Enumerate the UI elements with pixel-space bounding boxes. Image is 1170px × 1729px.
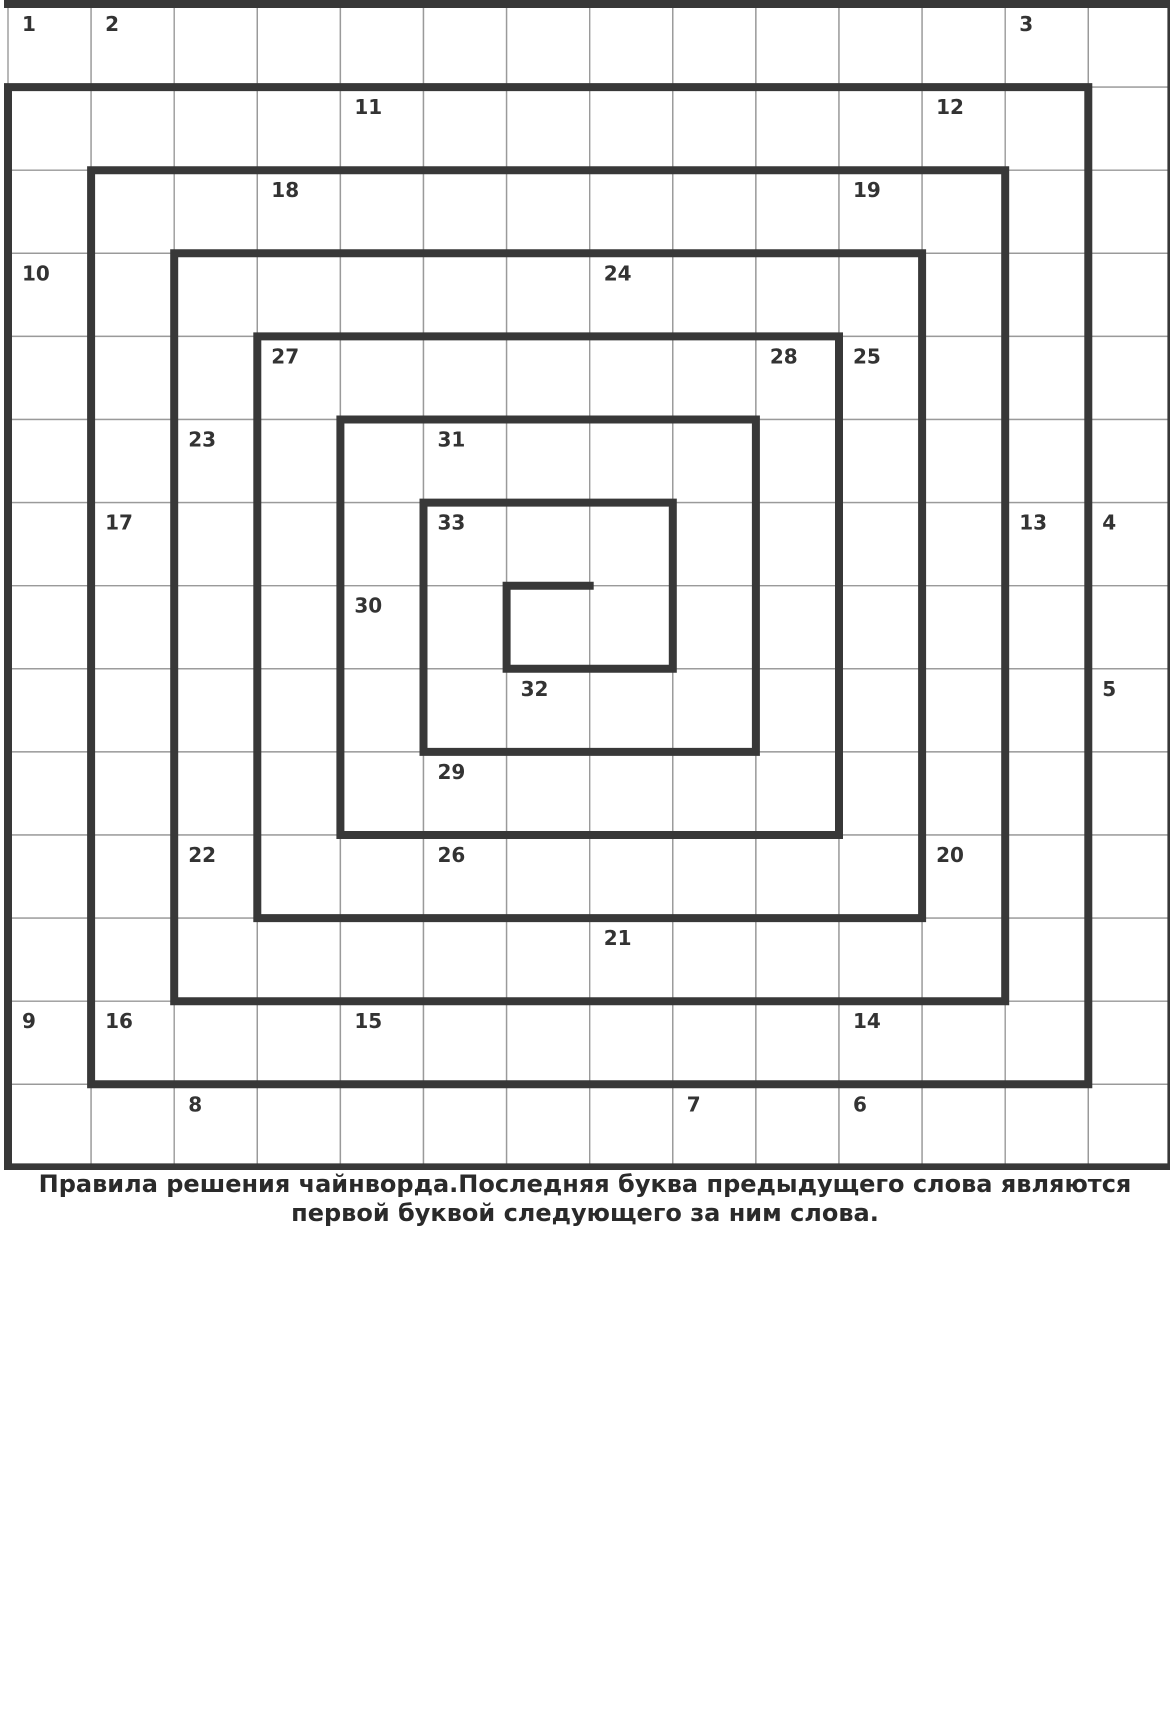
grid-cell[interactable]	[340, 420, 423, 503]
grid-cell[interactable]	[839, 503, 922, 586]
grid-cell[interactable]	[174, 1084, 257, 1167]
grid-cell[interactable]	[1005, 87, 1088, 170]
grid-cell[interactable]	[590, 586, 673, 669]
grid-cell[interactable]	[424, 87, 507, 170]
grid-cell[interactable]	[1005, 586, 1088, 669]
grid-cell[interactable]	[922, 752, 1005, 835]
clue-number-26: 26	[437, 843, 466, 867]
grid-cell[interactable]	[756, 1001, 839, 1084]
clue-number-18: 18	[271, 178, 300, 203]
grid-cell[interactable]	[424, 918, 507, 1001]
grid-cell[interactable]	[424, 253, 507, 336]
rules-caption: Правила решения чайнворда.Последняя буква предыдущего слова являются первой буквой следующего за ним слова.	[38, 1170, 1132, 1227]
grid-cell[interactable]	[1088, 1084, 1170, 1167]
clue-number-19: 19	[853, 178, 881, 203]
grid-cell[interactable]	[91, 835, 174, 918]
grid-cell[interactable]	[1088, 503, 1170, 586]
grid-cell[interactable]	[91, 4, 174, 87]
grid-cell[interactable]	[673, 752, 756, 835]
grid-cell[interactable]	[91, 586, 174, 669]
grid-cell[interactable]	[340, 503, 423, 586]
grid-cell[interactable]	[8, 669, 91, 752]
grid-cell[interactable]	[8, 1001, 91, 1084]
grid-cell[interactable]	[174, 170, 257, 253]
grid-cell[interactable]	[8, 586, 91, 669]
grid-cell[interactable]	[1005, 1084, 1088, 1167]
clue-number-21: 21	[603, 926, 632, 951]
grid-cell[interactable]	[922, 586, 1005, 669]
grid-cell[interactable]	[756, 835, 839, 918]
grid-cell[interactable]	[839, 835, 922, 918]
grid-cell[interactable]	[507, 87, 590, 170]
grid-cell[interactable]	[424, 4, 507, 87]
grid-cell[interactable]	[91, 253, 174, 336]
grid-cell[interactable]	[174, 87, 257, 170]
grid-cell[interactable]	[590, 87, 673, 170]
clue-number-13: 13	[1019, 510, 1048, 535]
clue-number-7: 7	[686, 1092, 701, 1117]
grid-cell[interactable]	[756, 170, 839, 253]
clue-number-27: 27	[271, 344, 300, 369]
grid-cell[interactable]	[673, 1084, 756, 1167]
clue-number-14: 14	[853, 1009, 881, 1034]
grid-cell[interactable]	[174, 586, 257, 669]
grid-cell[interactable]	[756, 87, 839, 170]
clue-number-23: 23	[188, 427, 217, 452]
grid-cell[interactable]	[673, 87, 756, 170]
grid-cell[interactable]	[507, 835, 590, 918]
grid-cell[interactable]	[673, 170, 756, 253]
grid-cell[interactable]	[1088, 4, 1170, 87]
clue-number-6: 6	[853, 1092, 867, 1117]
grid-cell[interactable]	[839, 669, 922, 752]
grid-cell[interactable]	[673, 253, 756, 336]
grid-cell[interactable]	[922, 170, 1005, 253]
grid-cell[interactable]	[91, 918, 174, 1001]
grid-cell[interactable]	[8, 170, 91, 253]
grid-cell[interactable]	[839, 586, 922, 669]
grid-cell[interactable]	[507, 170, 590, 253]
grid-cell[interactable]	[922, 253, 1005, 336]
grid-cell[interactable]	[257, 918, 340, 1001]
grid-cell[interactable]	[8, 87, 91, 170]
grid-cell[interactable]	[507, 336, 590, 419]
grid-cell[interactable]	[590, 1001, 673, 1084]
grid-cell[interactable]	[590, 669, 673, 752]
grid-cell[interactable]	[756, 669, 839, 752]
clue-number-4: 4	[1102, 510, 1117, 535]
grid-cell[interactable]	[922, 918, 1005, 1001]
grid-cell[interactable]	[174, 336, 257, 419]
grid-cell[interactable]	[340, 253, 423, 336]
grid-cell[interactable]	[673, 420, 756, 503]
grid-cell[interactable]	[1005, 752, 1088, 835]
grid-cell[interactable]	[507, 586, 590, 669]
grid-cell[interactable]	[590, 170, 673, 253]
grid-cell[interactable]	[424, 669, 507, 752]
grid-cell[interactable]	[174, 1001, 257, 1084]
clue-number-10: 10	[22, 261, 50, 286]
clue-number-24: 24	[603, 261, 632, 286]
grid-cell[interactable]	[1005, 253, 1088, 336]
grid-cell[interactable]	[174, 669, 257, 752]
grid-cell[interactable]	[839, 918, 922, 1001]
grid-cell[interactable]	[507, 253, 590, 336]
grid-cell[interactable]	[839, 4, 922, 87]
grid-cell[interactable]	[839, 87, 922, 170]
grid-cell[interactable]	[507, 1084, 590, 1167]
grid-cell[interactable]	[257, 503, 340, 586]
grid-cell[interactable]	[424, 1001, 507, 1084]
grid-cell[interactable]	[507, 918, 590, 1001]
grid-cell[interactable]	[673, 1001, 756, 1084]
grid-cell[interactable]	[590, 336, 673, 419]
grid-cell[interactable]	[590, 1084, 673, 1167]
clue-number-3: 3	[1019, 12, 1034, 36]
grid-cell[interactable]	[507, 420, 590, 503]
grid-cell[interactable]	[756, 752, 839, 835]
grid-cell[interactable]	[507, 752, 590, 835]
grid-cell[interactable]	[257, 586, 340, 669]
grid-cell[interactable]	[424, 586, 507, 669]
clue-number-1: 1	[22, 12, 36, 36]
grid-cell[interactable]	[1088, 420, 1170, 503]
grid-cell[interactable]	[673, 4, 756, 87]
grid-cell[interactable]	[91, 170, 174, 253]
grid-cell[interactable]	[8, 420, 91, 503]
grid-cell[interactable]	[922, 1084, 1005, 1167]
grid-cell[interactable]	[91, 752, 174, 835]
grid-cell[interactable]	[174, 253, 257, 336]
grid-cell[interactable]	[174, 4, 257, 87]
grid-cell[interactable]	[1088, 336, 1170, 419]
grid-cell[interactable]	[1088, 1001, 1170, 1084]
grid-cell[interactable]	[922, 669, 1005, 752]
grid-cell[interactable]	[8, 1084, 91, 1167]
clue-number-12: 12	[936, 95, 964, 120]
grid-cell[interactable]	[590, 4, 673, 87]
grid-cell[interactable]	[91, 420, 174, 503]
grid-cell[interactable]	[1088, 586, 1170, 669]
grid-cell[interactable]	[1088, 669, 1170, 752]
grid-cell[interactable]	[340, 1084, 423, 1167]
grid-cell[interactable]	[673, 336, 756, 419]
clue-number-22: 22	[188, 843, 217, 867]
grid-cell[interactable]	[839, 752, 922, 835]
grid-cell[interactable]	[257, 87, 340, 170]
grid-cell[interactable]	[1005, 918, 1088, 1001]
grid-cell[interactable]	[839, 420, 922, 503]
grid-cell[interactable]	[257, 253, 340, 336]
grid-cell[interactable]	[8, 4, 91, 87]
grid-cell[interactable]	[8, 752, 91, 835]
grid-cell[interactable]	[1088, 835, 1170, 918]
grid-cell[interactable]	[174, 752, 257, 835]
grid-cell[interactable]	[673, 669, 756, 752]
grid-cell[interactable]	[507, 4, 590, 87]
grid-cell[interactable]	[424, 170, 507, 253]
grid-cell[interactable]	[1005, 4, 1088, 87]
grid-cell[interactable]	[91, 87, 174, 170]
grid-cell[interactable]	[8, 336, 91, 419]
grid-cell[interactable]	[340, 918, 423, 1001]
clue-number-16: 16	[105, 1009, 133, 1034]
grid-cell[interactable]	[257, 669, 340, 752]
clue-number-28: 28	[769, 344, 798, 369]
clue-number-2: 2	[105, 12, 120, 36]
grid-cell[interactable]	[91, 1084, 174, 1167]
grid-cell[interactable]	[756, 1084, 839, 1167]
grid-cell[interactable]	[507, 503, 590, 586]
grid-cell[interactable]	[8, 918, 91, 1001]
clue-number-32: 32	[520, 676, 549, 701]
grid-cell[interactable]	[174, 503, 257, 586]
grid-cell[interactable]	[673, 918, 756, 1001]
grid-cell[interactable]	[91, 669, 174, 752]
grid-cell[interactable]	[8, 503, 91, 586]
grid-cell[interactable]	[1088, 752, 1170, 835]
clue-number-31: 31	[437, 427, 466, 452]
grid-cell[interactable]	[340, 4, 423, 87]
grid-cell[interactable]	[590, 835, 673, 918]
grid-cell[interactable]	[590, 503, 673, 586]
clue-number-20: 20	[936, 843, 964, 867]
grid-cell[interactable]	[922, 4, 1005, 87]
grid-cell[interactable]	[922, 1001, 1005, 1084]
grid-cell[interactable]	[1088, 170, 1170, 253]
grid-cell[interactable]	[1005, 170, 1088, 253]
grid-cell[interactable]	[922, 336, 1005, 419]
grid-cell[interactable]	[922, 420, 1005, 503]
clue-number-17: 17	[105, 510, 133, 535]
clue-number-8: 8	[188, 1092, 203, 1117]
grid-cell[interactable]	[756, 503, 839, 586]
grid-cell[interactable]	[1005, 669, 1088, 752]
grid-cell[interactable]	[590, 420, 673, 503]
grid-cell[interactable]	[340, 336, 423, 419]
grid-cell[interactable]	[1005, 835, 1088, 918]
clue-number-25: 25	[853, 344, 881, 369]
grid-cell[interactable]	[257, 1001, 340, 1084]
grid-cell[interactable]	[756, 918, 839, 1001]
grid-cell[interactable]	[1088, 87, 1170, 170]
grid-cell[interactable]	[673, 835, 756, 918]
grid-cell[interactable]	[1005, 336, 1088, 419]
grid-cell[interactable]	[507, 1001, 590, 1084]
clue-number-33: 33	[437, 510, 466, 535]
clue-number-30: 30	[354, 593, 383, 618]
grid-cell[interactable]	[8, 835, 91, 918]
grid-cell[interactable]	[756, 586, 839, 669]
grid-cell[interactable]	[257, 4, 340, 87]
grid-cell[interactable]	[91, 336, 174, 419]
grid-cell[interactable]	[590, 752, 673, 835]
grid-cell[interactable]	[257, 420, 340, 503]
grid-cell[interactable]	[1005, 1001, 1088, 1084]
clue-number-11: 11	[354, 95, 383, 120]
grid-cell[interactable]	[756, 253, 839, 336]
grid-cell[interactable]	[756, 420, 839, 503]
grid-cell[interactable]	[174, 918, 257, 1001]
grid-cell[interactable]	[424, 336, 507, 419]
grid-cell[interactable]	[340, 170, 423, 253]
clue-number-29: 29	[437, 759, 466, 784]
grid-cell[interactable]	[922, 503, 1005, 586]
grid-cell[interactable]	[839, 1084, 922, 1167]
grid-cell[interactable]	[340, 752, 423, 835]
grid-cell[interactable]	[424, 1084, 507, 1167]
grid-cell[interactable]	[257, 1084, 340, 1167]
grid-cell[interactable]	[340, 669, 423, 752]
clue-number-9: 9	[22, 1009, 36, 1034]
grid-cell[interactable]	[756, 4, 839, 87]
grid-cell[interactable]	[673, 503, 756, 586]
grid-cell[interactable]	[340, 835, 423, 918]
grid-cell[interactable]	[839, 253, 922, 336]
clue-number-5: 5	[1102, 676, 1117, 701]
grid-cell[interactable]	[1088, 918, 1170, 1001]
grid-cell[interactable]	[1088, 253, 1170, 336]
clue-number-15: 15	[354, 1009, 383, 1034]
grid-cell[interactable]	[1005, 420, 1088, 503]
grid-cell[interactable]	[673, 586, 756, 669]
grid-cell[interactable]	[257, 752, 340, 835]
grid-cell[interactable]	[257, 835, 340, 918]
